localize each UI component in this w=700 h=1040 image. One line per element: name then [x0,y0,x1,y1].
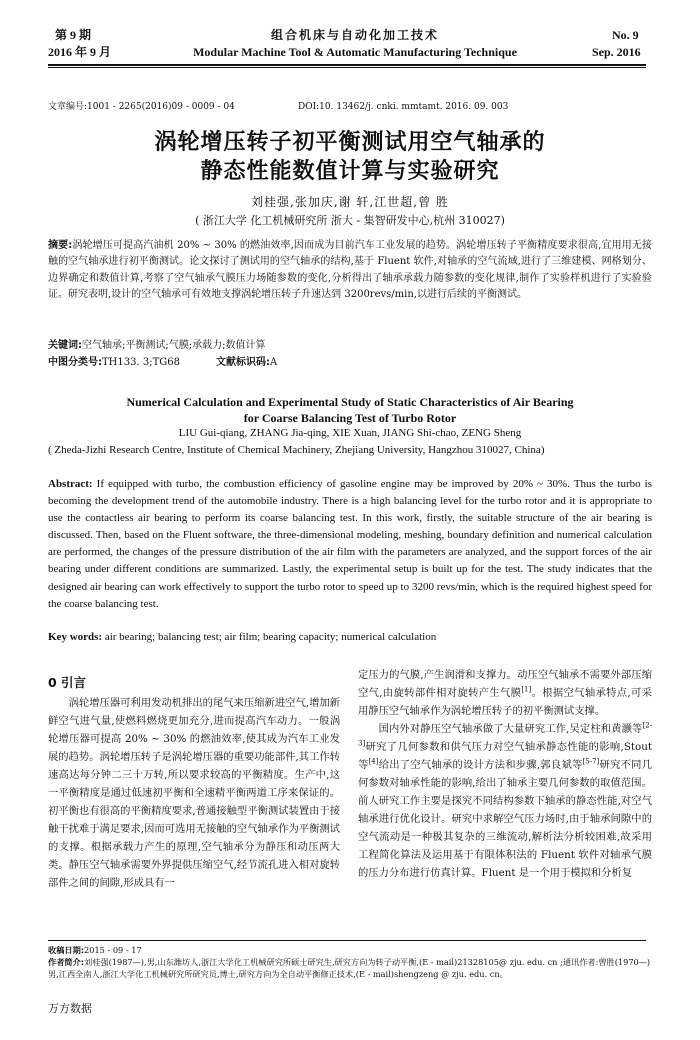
author-bio: 作者简介:刘桂强(1987—),男,山东潍坊人,浙江大学化工机械研究所硕士研究生,研究方向为转子动平衡,(E - mail)21328105@ zju. edu. cn ;通讯作者:曾胜(1970—) 男,江西全南人,浙江大学化工机械研究所研究员,博士,研究方向为全自动平衡修正技术,(E - mail)shengzeng @ zju. edu. cn。 [48,957,651,979]
affiliation-cn: ( 浙江大学 化工机械研究所 浙大 - 集智研发中心,杭州 310027) [195,214,505,227]
footnote-rule [48,940,646,941]
date-cn: 2016 年 9 月 [48,45,112,59]
abstract-cn-text: 涡轮增压可提高汽油机 20% ~ 30% 的燃油效率,因而成为目前汽车工业发展的趋势。涡轮增压转子平衡精度要求很高,宜用用无接触的空气轴承进行初平衡测试。论文探讨了测试用的空气轴承的结构,基于 Fluent 软件,对轴承的空气流域,进行了三维建模、网格划分、边界确定和数值计算,考察了空气轴承气膜压力场随参数的变化,分析得出了轴承承载力随参数的变化规律,制作了实验样机进行了实验验证。研究表明,设计的空气轴承可有效地支撑涡轮增压转子升速达到 3200revs/min,以进行后续的平衡测试。 [48,240,652,301]
citation-2-3: [2-3] [358,721,652,748]
title-cn-line1: 涡轮增压转子初平衡测试用空气轴承的 [154,130,546,155]
abstract-en-label: Abstract: [48,478,93,490]
citation-4: [4] [368,757,379,766]
issue-number-en: No. 9 [612,28,639,42]
classification [48,355,652,371]
keywords-cn-label: 关键词: [48,340,82,351]
received-date: 收稿日期:2015 - 09 - 17 [48,945,142,955]
journal-title-cn: 组合机床与自动化加工技术 [270,28,439,42]
abstract-en-text: If equipped with turbo, the combustion efficiency of gasoline engine may be improved by 20% ~ 30%. Thus the turbo is becoming the development trend of the automobile industry. There is a high balancing level for the turbo rotor and it is appropriate to use the contactless air bearing to perform its coarse balancing test. In this work, firstly, the suitable structure of the air bearing is discussed. Then, based on the Fluent software, the three-dimensional modeling, meshing, boundary definition and numerical calculation are performed, the changes of the pressure distribution of the air film with the parameters are analyzed, and the support forces of the air bearing under different conditions are summarized. Lastly, the experimental setup is built up for the test. The study indicates that the designed air bearing can work effectively to support the turbo rotor to speed up to 3200 revs/min, which is the required highest speed for the coarse balancing test. [48,478,653,610]
doi: DOI:10. 13462/j. cnki. mmtamt. 2016. 09. 003 [298,102,509,112]
intro-paragraph-1-cont: 定压力的气膜,产生润滑和支撑力。动压空气轴承不需要外部压缩空气,由旋转部件相对旋转产生气膜[1]。根据空气轴承特点,可采用静压空气轴承作为涡轮增压转子的初平衡测试支撑。 [358,669,652,717]
intro-paragraph-2: 国内外对静压空气轴承做了大量研究工作,吴定柱和黄灏等[2-3]研究了几何参数和供气压力对空气轴承静态性能的影响,Stout 等[4]给出了空气轴承的设计方法和步骤,郭良斌等[5-7]研究不同几何参数对轴承性能的影响,给出了轴承主要几何参数的取值范围。前人研究工作主要是探究不同结构参数下轴承的静态性能,对空气轴承进行优化设计。研究中求解空气压力场时,由于轴承间隙中的空气流动是一种极其复杂的三维流动,解析法分析较困难,故采用工程简化算法及运用基于有限体积法的 Fluent 软件对轴承气膜的压力分布进行仿真计算。Fluent 是一个用于模拟和分析复 [358,721,652,879]
body-column-right [358,666,652,882]
keywords-cn [48,338,652,354]
intro-paragraph-1: 涡轮增压器可利用发动机排出的尾气来压缩新进空气,增加新鲜空气进气量,使燃料燃烧更加充分,进而提高汽车动力。一般涡轮增压器可提高 20% ~ 30% 的燃油效率,使其成为汽车工业发展的趋势。涡轮增压转子是涡轮增压器的重要功能部件,其工作转速高达每分钟二三十万转,所以要求较高的平衡精度。生产中,这一平衡精度是通过低速初平衡和全速精平衡两道工序来保证的。初平衡也有很高的平衡精度要求,普通接触型平衡测试装置由于接触干扰难于满足要求,因而可选用无接触的空气轴承作为平衡测试的支撑。根据承载力产生的原理,空气轴承分为静压和动压两大类。静压空气轴承需要外界提供压缩空气,经节流孔进入相对旋转部件之间的间隙,形成具有一 [48,697,340,889]
journal-title-en: Modular Machine Tool & Automatic Manufacturing Technique [193,45,517,59]
doc-code-label: 文献标识码: [215,357,270,368]
header-rule [48,64,646,66]
authors-en: LIU Gui-qiang, ZHANG Jia-qing, XIE Xuan, JIANG Shi-chao, ZENG Sheng [178,427,522,439]
keywords-en-label: Key words: [48,631,103,643]
body-column-left [48,694,340,892]
clc-code: TH133. 3;TG68 [102,357,180,368]
authors-cn: 刘桂强,张加庆,谢 轩,江世超,曾 胜 [251,195,449,209]
article-number: 文章编号:1001 - 2265(2016)09 - 0009 - 04 [48,102,235,112]
affiliation-en: ( Zheda-Jizhi Research Centre, Institute of Chemical Machinery, Zhejiang University, Hangzhou 310027, China) [48,444,545,456]
date-en: Sep. 2016 [592,45,641,59]
title-cn-line2: 静态性能数值计算与实验研究 [200,159,500,184]
citation-1: [1] [521,685,532,694]
title-en-line2: for Coarse Balancing Test of Turbo Rotor [243,411,457,425]
section-heading-intro: 0 引言 [48,675,87,690]
clc-label: 中图分类号: [48,357,102,368]
abstract-cn-label: 摘要: [48,240,73,251]
citation-5-7: [5-7] [582,757,600,766]
footnote [48,944,652,980]
abstract-en [48,476,652,613]
keywords-cn-text: 空气轴承;平衡测试;气膜;承载力;数值计算 [82,340,266,351]
abstract-cn [48,238,652,304]
header-rule-thin [48,67,646,68]
doc-code: A [269,357,278,368]
issue-number-cn: 第 9 期 [55,28,92,42]
keywords-en [48,630,652,645]
wanfang-watermark: 万方数据 [48,1002,92,1015]
title-en-line1: Numerical Calculation and Experimental Study of Static Characteristics of Air Bearing [126,395,574,409]
keywords-en-text: air bearing; balancing test; air film; bearing capacity; numerical calculation [104,631,437,643]
